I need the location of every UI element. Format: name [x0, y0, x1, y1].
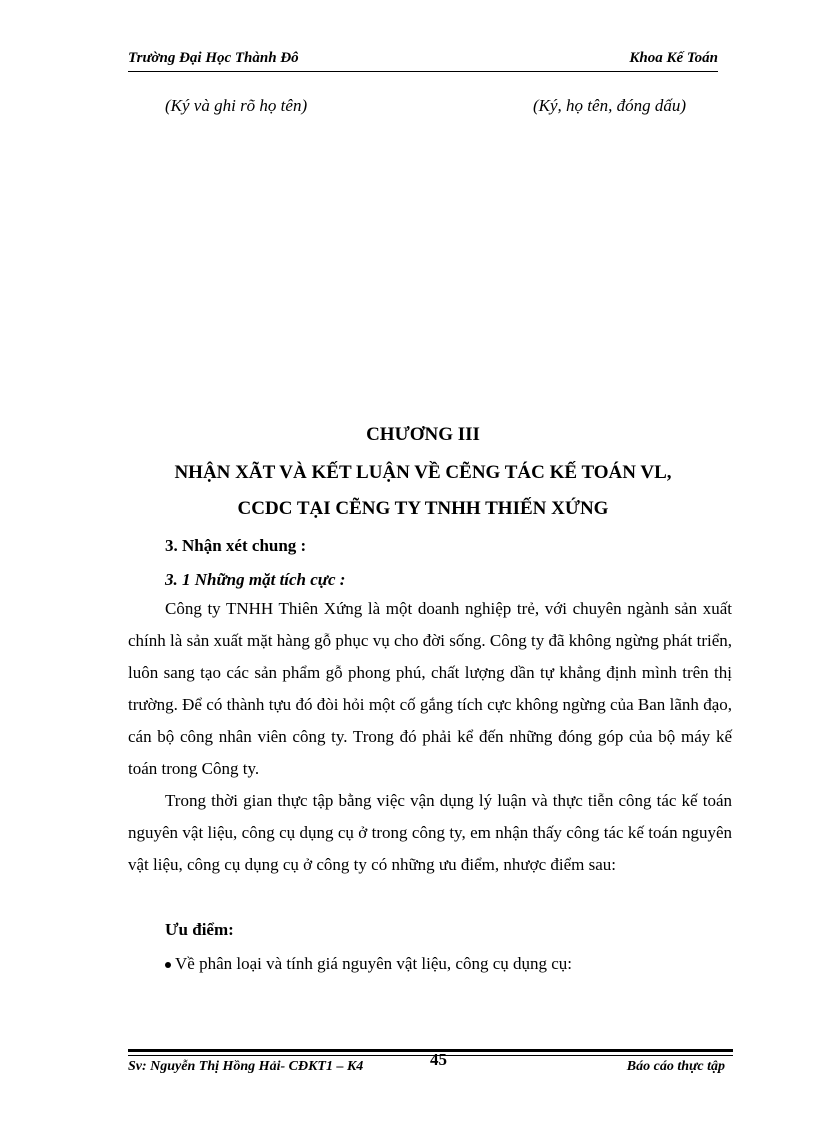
bullet-icon [165, 962, 171, 968]
advantages-heading: Ưu điểm: [165, 920, 234, 939]
paragraph-internship: Trong thời gian thực tập bằng việc vận dụng lý luận và thực tiễn công tác kế toán nguyên vật liệu, công cụ dụng cụ ở trong công ty, em nhận thấy công tác kế toán nguyên vật liệu, công cụ dụng cụ ở công ty có những ưu điểm, nhược điểm sau: [128, 791, 732, 874]
paragraph-company: Công ty TNHH Thiên Xứng là một doanh nghiệp trẻ, với chuyên ngành sản xuất chính là sản xuất mặt hàng gỗ phục vụ cho đời sống. Công ty đã không ngừng phát triển, luôn sang tạo các sản phẩm gỗ phong phú, chất lượng dần tự khẳng định mình trên thị trường. Để có thành tựu đó đòi hỏi một cố gắng tích cực không ngừng của Ban lãnh đạo, cán bộ công nhân viên công ty. Trong đó phải kể đến những đóng góp của bộ máy kế toán trong Công ty. [128, 599, 732, 778]
header-rule [128, 71, 718, 72]
page-header [128, 50, 718, 72]
signature-right: (Ký, họ tên, đóng dấu) [533, 96, 686, 115]
header-faculty: Khoa Kế Toán [629, 50, 718, 66]
chapter-number: CHƯƠNG III [366, 424, 480, 445]
footer-student: Sv: Nguyễn Thị Hồng Hải- CĐKT1 – K4 [128, 1059, 364, 1074]
page-number: 45 [430, 1050, 447, 1069]
signature-left: (Ký và ghi rõ họ tên) [165, 96, 308, 115]
page-footer [128, 1050, 733, 1081]
section-heading-general: 3. Nhận xét chung : [165, 536, 307, 555]
section-heading-positive: 3. 1 Những mặt tích cực : [165, 570, 346, 589]
header-school: Trường Đại Học Thành Đô [128, 50, 299, 66]
footer-report: Báo cáo thực tập [626, 1059, 725, 1074]
bullet-item [165, 954, 572, 974]
chapter-title-line1: NHẬN XÃT VÀ KẾT LUẬN VỀ CẼNG TÁC KẾ TOÁN VL, [174, 462, 672, 483]
chapter-title-line2: CCDC TẠI CẼNG TY TNHH THIẾN XỨNG [237, 498, 609, 519]
bullet-text: Về phân loại và tính giá nguyên vật liệu, công cụ dụng cụ: [175, 954, 573, 973]
